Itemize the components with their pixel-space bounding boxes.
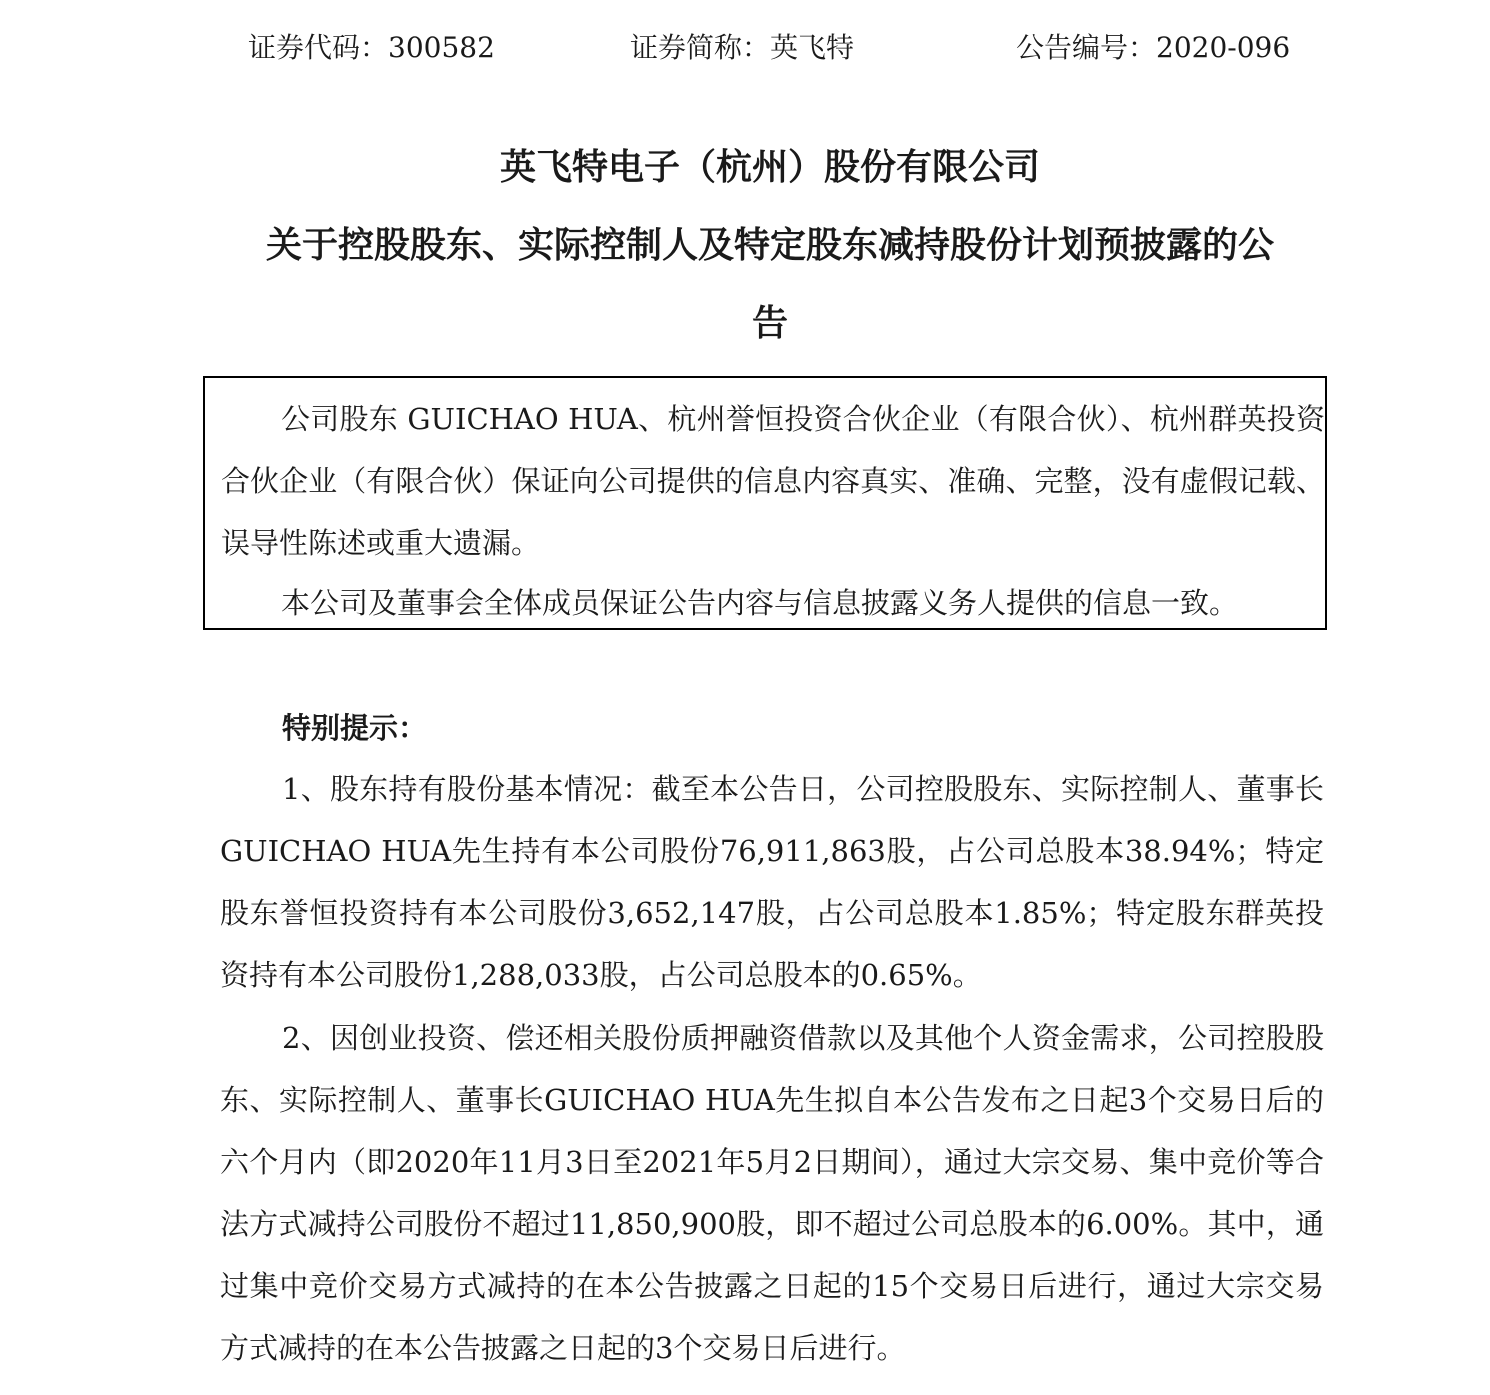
announcement-number: 公告编号：2020-096 [1016, 31, 1291, 64]
board-guarantee-paragraph: 本公司及董事会全体成员保证公告内容与信息披露义务人提供的信息一致。 [281, 586, 1239, 620]
disclaimer-paragraph: 公司股东 GUICHAO HUA、杭州誉恒投资合伙企业（有限合伙）、杭州群英投资合伙企业（有限合伙）保证向公司提供的信息内容真实、准确、完整，没有虚假记载、误导性陈述或重大遗漏。 [221, 402, 1325, 560]
stock-code: 证券代码：300582 [248, 31, 495, 64]
reduction-plan-paragraph: 2、因创业投资、偿还相关股份质押融资借款以及其他个人资金需求，公司控股股东、实际控制人、董事长GUICHAO HUA先生拟自本公告发布之日起3个交易日后的六个月内（即2020年11月3日至2021年5月2日期间），通过大宗交易、集中竞价等合法方式减持公司股份不超过11,850,900股，即不超过公司总股本的6.00%。其中，通过集中竞价交易方式减持的在本公告披露之日起的15个交易日后进行，通过大宗交易方式减持的在本公告披露之日起的3个交易日后进行。 [220, 1021, 1324, 1365]
company-title: 英飞特电子（杭州）股份有限公司 [499, 147, 1040, 188]
announcement-title-continued: 告 [751, 303, 788, 344]
stock-abbreviation: 证券简称：英飞特 [630, 31, 855, 64]
special-notes-heading: 特别提示： [282, 711, 428, 745]
disclaimer-box [203, 376, 1327, 630]
announcement-title: 关于控股股东、实际控制人及特定股东减持股份计划预披露的公 [265, 225, 1274, 266]
document-header [248, 28, 1308, 68]
shareholding-paragraph: 1、股东持有股份基本情况：截至本公告日，公司控股股东、实际控制人、董事长GUICHAO HUA先生持有本公司股份76,911,863股，占公司总股本38.94%；特定股东誉恒投资持有本公司股份3,652,147股，占公司总股本1.85%；特定股东群英投资持有本公司股份1,288,033股，占公司总股本的0.65%。 [220, 772, 1324, 992]
